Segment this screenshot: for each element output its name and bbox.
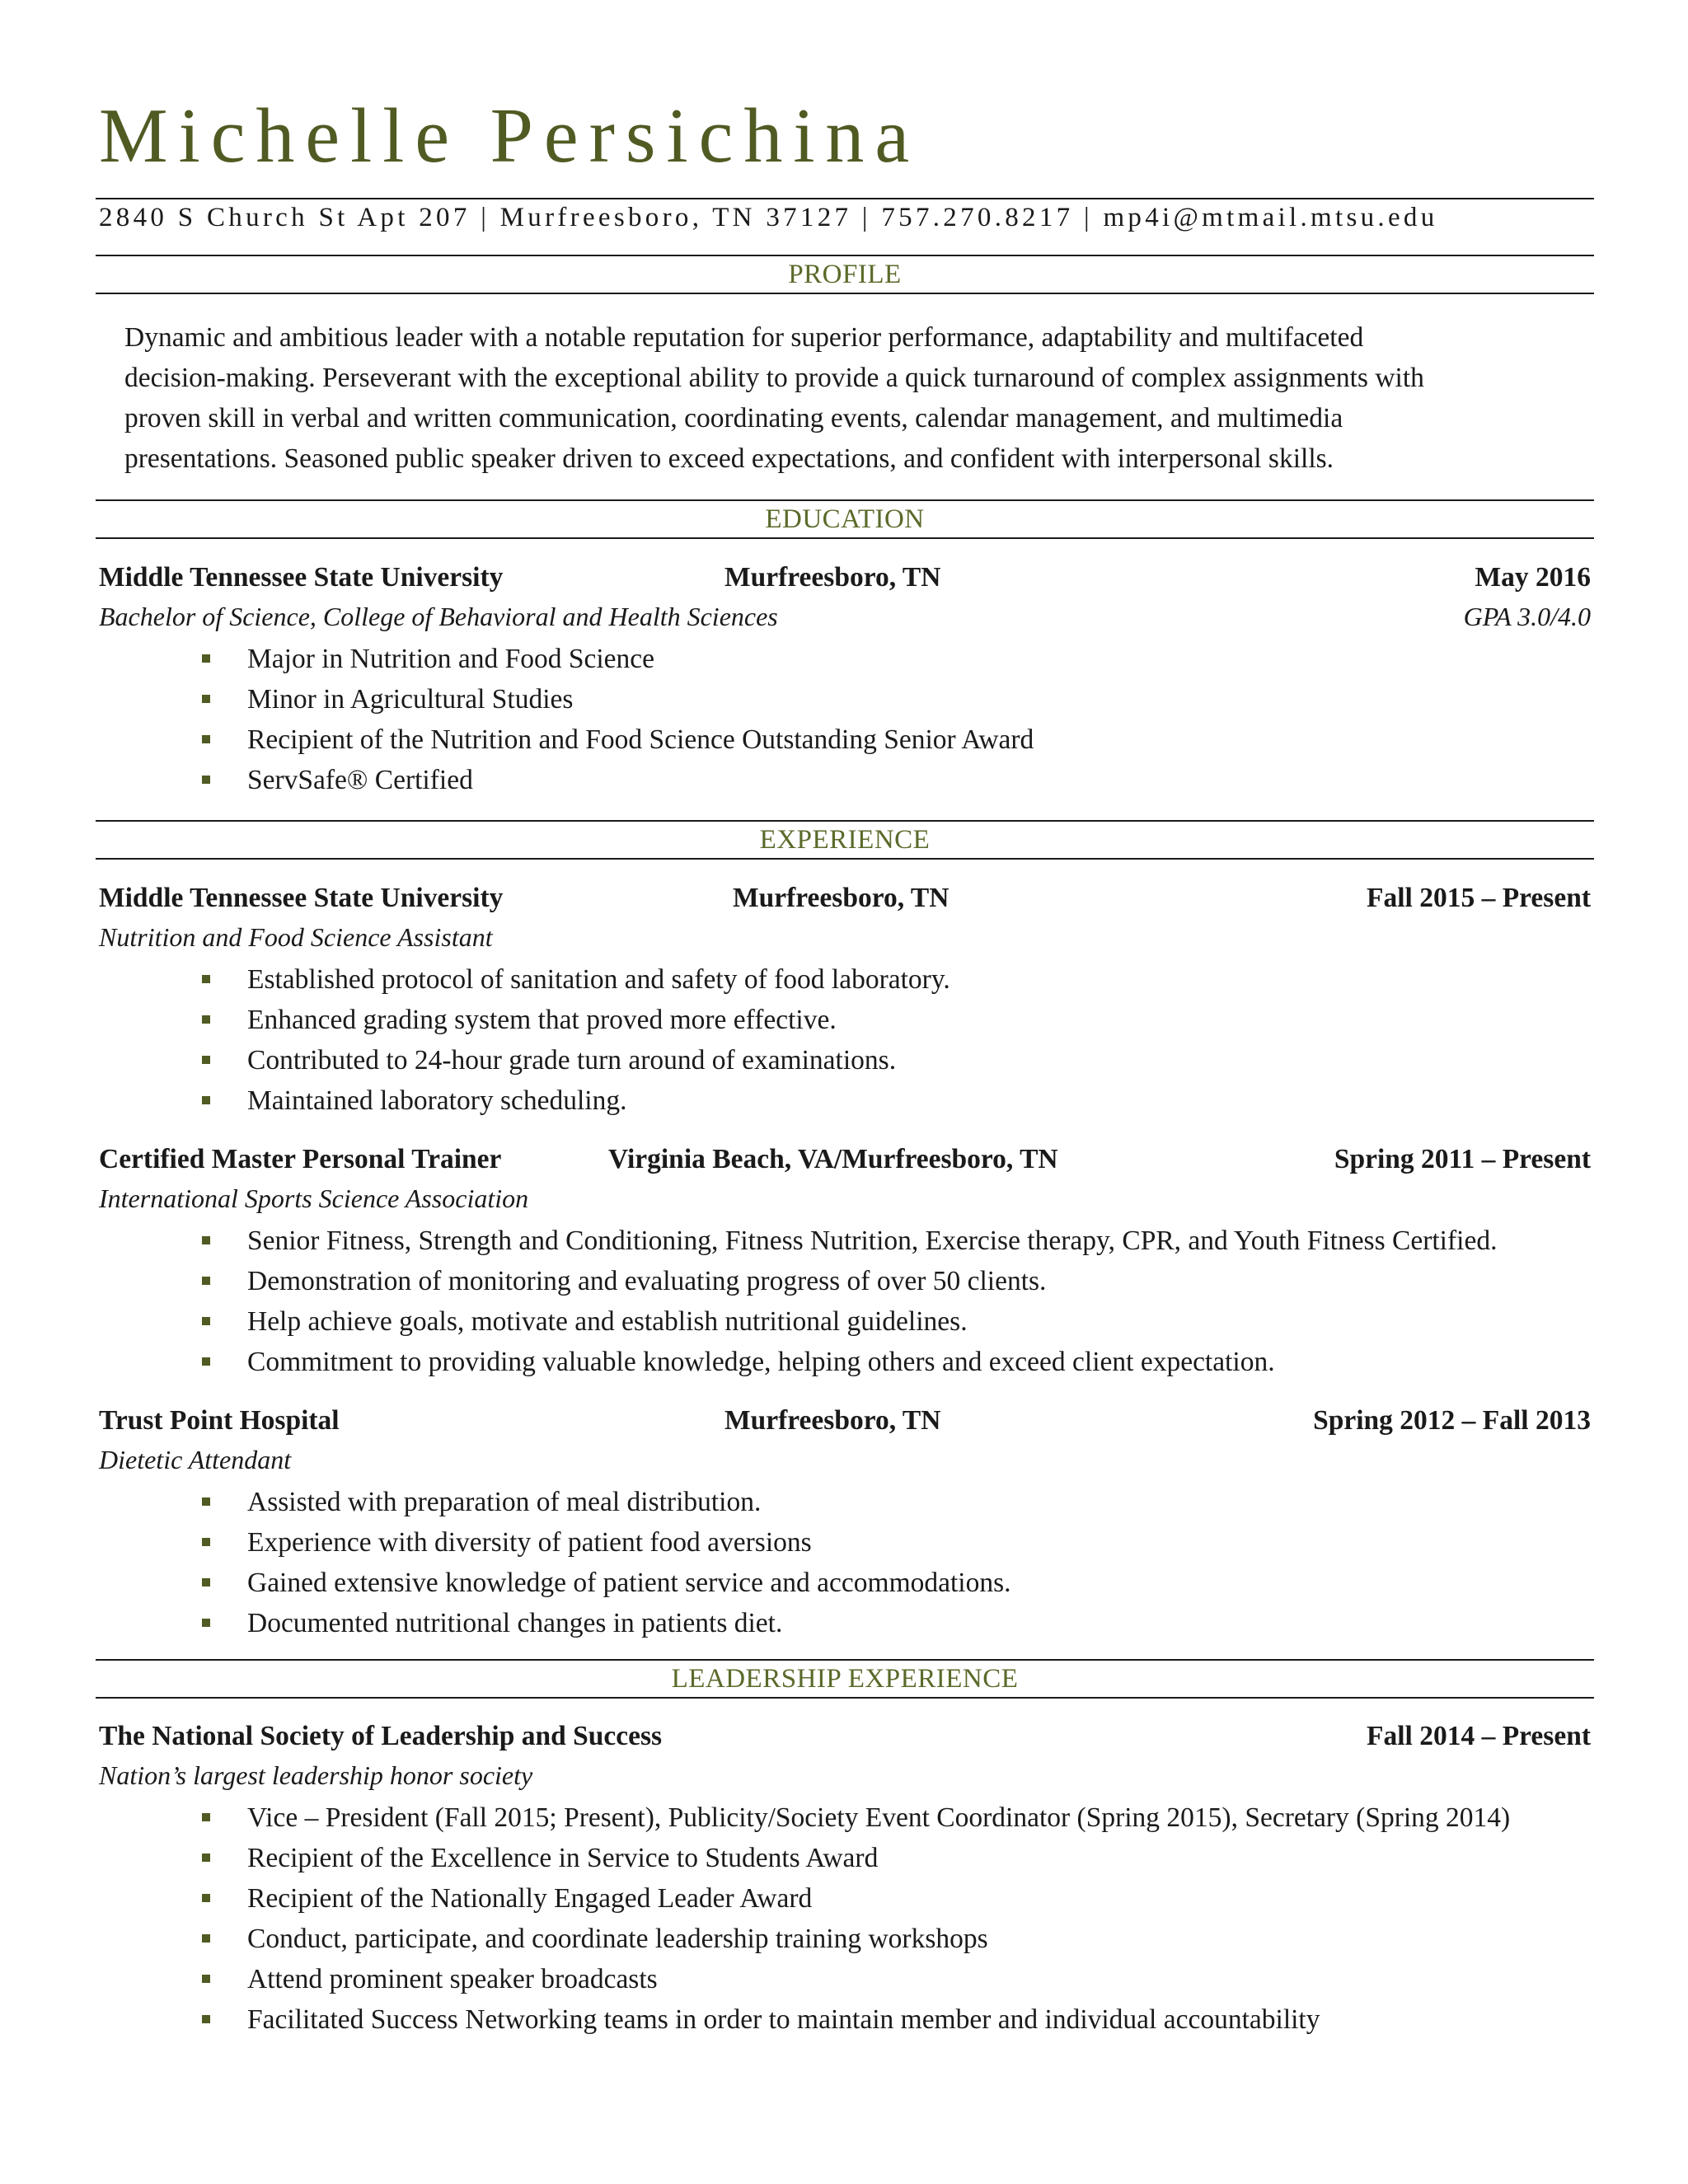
experience-bullets — [247, 1482, 1011, 1643]
list-item: Senior Fitness, Strength and Conditioning, Fitness Nutrition, Exercise therapy, CPR, and Youth Fitness Certified. — [247, 1221, 1497, 1261]
employer-location: Virginia Beach, VA/Murfreesboro, TN — [608, 1144, 1058, 1174]
institution-location: Murfreesboro, TN — [724, 562, 941, 593]
list-item: Gained extensive knowledge of patient service and accommodations. — [247, 1563, 1011, 1603]
list-item: Enhanced grading system that proved more effective. — [247, 1000, 950, 1040]
bullet-icon — [202, 1813, 210, 1821]
list-item: Help achieve goals, motivate and establish nutritional guidelines. — [247, 1301, 1497, 1342]
education-entry-header — [99, 562, 1591, 598]
profile-line: Dynamic and ambitious leader with a notable reputation for superior performance, adaptability and multifaceted — [124, 322, 1364, 353]
list-item: ServSafe® Certified — [247, 760, 1034, 800]
bullet-icon — [202, 776, 210, 784]
section-title: PROFILE — [788, 260, 902, 289]
list-item: Documented nutritional changes in patients diet. — [247, 1603, 1011, 1643]
employer-location: Murfreesboro, TN — [733, 883, 950, 913]
bullet-icon — [202, 2015, 210, 2023]
profile-summary — [124, 317, 1592, 479]
experience-entry-subheader — [99, 922, 1591, 958]
employer-name: Middle Tennessee State University — [99, 883, 504, 913]
bullet-icon — [202, 1854, 210, 1862]
bullet-icon — [202, 735, 210, 743]
list-item: Recipient of the Excellence in Service to Students Award — [247, 1838, 1510, 1878]
graduation-date: May 2016 — [1475, 562, 1591, 593]
experience-entry-header — [99, 883, 1591, 919]
section-title: LEADERSHIP EXPERIENCE — [671, 1664, 1019, 1694]
experience-bullets — [247, 959, 950, 1121]
education-entry-subheader — [99, 602, 1591, 638]
job-title: International Sports Science Association — [99, 1183, 529, 1213]
bullet-icon — [202, 1497, 210, 1506]
contact-line: 2840 S Church St Apt 207 | Murfreesboro, TN 37127 | 757.270.8217 | mp4i@mtmail.mtsu.edu — [99, 203, 1438, 232]
section-title: EDUCATION — [765, 504, 925, 534]
list-item: Demonstration of monitoring and evaluating progress of over 50 clients. — [247, 1261, 1497, 1301]
bullet-icon — [202, 1975, 210, 1983]
list-item: Facilitated Success Networking teams in order to maintain member and individual accountability — [247, 1999, 1510, 2040]
list-item: Major in Nutrition and Food Science — [247, 639, 1034, 679]
bullet-icon — [202, 1538, 210, 1546]
list-item: Attend prominent speaker broadcasts — [247, 1959, 1510, 1999]
list-item: Recipient of the Nationally Engaged Leader Award — [247, 1878, 1510, 1919]
bullet-icon — [202, 1015, 210, 1024]
list-item: Recipient of the Nutrition and Food Science Outstanding Senior Award — [247, 719, 1034, 760]
profile-section-header — [96, 255, 1594, 294]
list-item: Experience with diversity of patient food aversions — [247, 1522, 1011, 1563]
profile-line: proven skill in verbal and written communication, coordinating events, calendar management, and multimedia — [124, 403, 1343, 434]
bullet-icon — [202, 1357, 210, 1366]
employment-dates: Spring 2012 – Fall 2013 — [1313, 1405, 1591, 1436]
profile-line: presentations. Seasoned public speaker driven to exceed expectations, and confident with interpersonal skills. — [124, 443, 1334, 474]
list-item: Contributed to 24-hour grade turn around of examinations. — [247, 1040, 950, 1080]
employer-location: Murfreesboro, TN — [724, 1405, 941, 1436]
bullet-icon — [202, 654, 210, 663]
organization-name: The National Society of Leadership and Success — [99, 1721, 663, 1751]
education-bullets — [247, 639, 1034, 800]
list-item: Vice – President (Fall 2015; Present), Publicity/Society Event Coordinator (Spring 2015), Secretary (Spring 2014) — [247, 1797, 1510, 1838]
list-item: Assisted with preparation of meal distribution. — [247, 1482, 1011, 1522]
leadership-entry-header — [99, 1721, 1591, 1757]
employer-name: Trust Point Hospital — [99, 1405, 340, 1436]
profile-line: decision-making. Perseverant with the exceptional ability to provide a quick turnaround of complex assignments with — [124, 363, 1424, 393]
list-item: Commitment to providing valuable knowledge, helping others and exceed client expectation. — [247, 1342, 1497, 1382]
gpa: GPA 3.0/4.0 — [1463, 602, 1591, 631]
experience-section-header — [96, 820, 1594, 860]
bullet-icon — [202, 695, 210, 703]
list-item: Established protocol of sanitation and safety of food laboratory. — [247, 959, 950, 1000]
organization-description: Nation’s largest leadership honor society — [99, 1760, 533, 1790]
experience-bullets — [247, 1221, 1497, 1382]
bullet-icon — [202, 1894, 210, 1902]
job-title: Nutrition and Food Science Assistant — [99, 922, 493, 952]
employment-dates: Spring 2011 – Present — [1334, 1144, 1591, 1174]
experience-entry-header — [99, 1144, 1591, 1180]
bullet-icon — [202, 1578, 210, 1586]
leadership-section-header — [96, 1659, 1594, 1699]
bullet-icon — [202, 975, 210, 983]
bullet-icon — [202, 1096, 210, 1104]
bullet-icon — [202, 1619, 210, 1627]
degree: Bachelor of Science, College of Behavioral and Health Sciences — [99, 602, 778, 631]
experience-entry-header — [99, 1405, 1591, 1441]
list-item: Conduct, participate, and coordinate leadership training workshops — [247, 1919, 1510, 1959]
bullet-icon — [202, 1277, 210, 1285]
header-divider — [96, 198, 1594, 199]
bullet-icon — [202, 1317, 210, 1325]
candidate-name: Michelle Persichina — [99, 93, 921, 179]
education-section-header — [96, 499, 1594, 539]
section-title: EXPERIENCE — [759, 825, 931, 855]
employer-name: Certified Master Personal Trainer — [99, 1144, 502, 1174]
bullet-icon — [202, 1236, 210, 1244]
institution-name: Middle Tennessee State University — [99, 562, 504, 593]
bullet-icon — [202, 1056, 210, 1064]
list-item: Maintained laboratory scheduling. — [247, 1080, 950, 1121]
list-item: Minor in Agricultural Studies — [247, 679, 1034, 719]
employment-dates: Fall 2015 – Present — [1367, 883, 1591, 913]
job-title: Dietetic Attendant — [99, 1445, 292, 1474]
bullet-icon — [202, 1934, 210, 1943]
leadership-bullets — [247, 1797, 1510, 2040]
experience-entry-subheader — [99, 1445, 1591, 1481]
experience-entry-subheader — [99, 1183, 1591, 1220]
membership-dates: Fall 2014 – Present — [1367, 1721, 1591, 1751]
leadership-entry-subheader — [99, 1760, 1591, 1797]
